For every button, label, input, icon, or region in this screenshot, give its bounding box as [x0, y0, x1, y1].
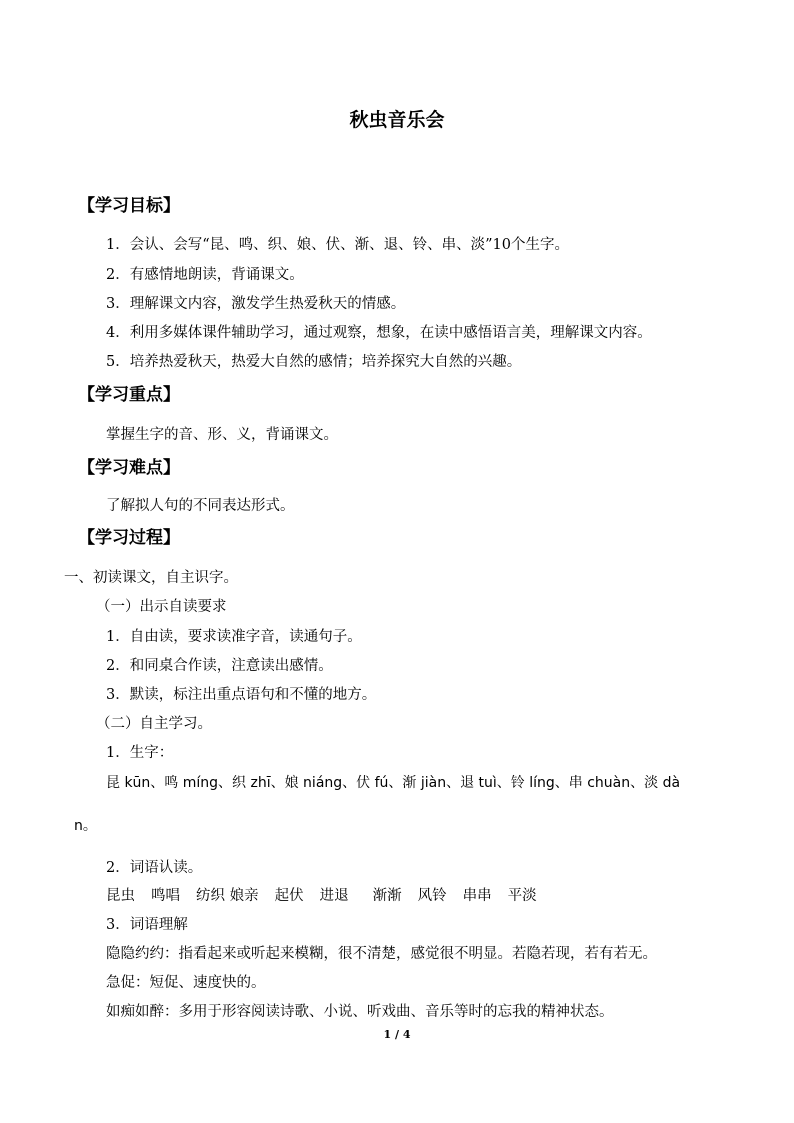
word-list [106, 884, 553, 905]
chars-pinyin-line-continued: n。 [74, 818, 97, 834]
goal-item: 4．利用多媒体课件辅助学习，通过观察，想象，在读中感悟语言美，理解课文内容。 [106, 325, 652, 341]
requirement-item: 1．自由读，要求读准字音，读通句子。 [106, 629, 362, 645]
step-heading: 一、初读课文，自主识字。 [64, 570, 238, 586]
section-heading-difficulty: 【学习难点】 [78, 458, 180, 478]
word-item: 起伏 [274, 888, 304, 904]
sub-heading: （一）出示自读要求 [96, 599, 227, 615]
page-number: 1 / 4 [383, 1028, 411, 1041]
key-text: 掌握生字的音、形、义，背诵课文。 [106, 427, 338, 443]
word-item: 纺织 娘亲 [196, 888, 259, 904]
section-heading-goals: 【学习目标】 [78, 196, 180, 216]
word-item: 鸣唱 [151, 888, 180, 904]
difficulty-text: 了解拟人句的不同表达形式。 [106, 498, 295, 514]
words-label: 2．词语认读。 [106, 860, 203, 876]
word-item: 平淡 [507, 888, 537, 904]
word-item: 串串 [462, 888, 492, 904]
section-heading-key: 【学习重点】 [78, 385, 180, 405]
meaning-item: 急促：短促、速度快的。 [106, 975, 266, 991]
word-item: 昆虫 [106, 888, 135, 904]
page-title: 秋虫音乐会 [349, 109, 445, 131]
requirement-item: 3．默读，标注出重点语句和不懂的地方。 [106, 687, 377, 703]
goal-item: 5．培养热爱秋天，热爱大自然的感情；培养探究大自然的兴趣。 [106, 354, 522, 370]
meaning-item: 如痴如醉：多用于形容阅读诗歌、小说、听戏曲、音乐等时的忘我的精神状态。 [106, 1004, 614, 1020]
word-item: 风铃 [417, 888, 447, 904]
goal-item: 2．有感情地朗读，背诵课文。 [106, 267, 304, 283]
goal-item: 3．理解课文内容，激发学生热爱秋天的情感。 [106, 296, 406, 312]
chars-label: 1．生字： [106, 745, 174, 761]
word-item: 进退 [319, 888, 349, 904]
word-item: 渐渐 [372, 888, 402, 904]
meaning-item: 隐隐约约：指看起来或听起来模糊，很不清楚，感觉很不明显。若隐若现，若有若无。 [106, 946, 657, 962]
sub-heading: （二）自主学习。 [96, 716, 212, 732]
meaning-label: 3．词语理解 [106, 917, 188, 933]
section-heading-process: 【学习过程】 [78, 528, 180, 548]
goal-item: 1．会认、会写“昆、鸣、织、娘、伏、渐、退、铃、串、淡”10个生字。 [106, 237, 569, 253]
requirement-item: 2．和同桌合作读，注意读出感情。 [106, 658, 333, 674]
chars-pinyin-line: 昆 kūn、鸣 míng、织 zhī、娘 niáng、伏 fú、渐 jiàn、退 tuì、铃 líng、串 chuàn、淡 dà [106, 775, 681, 791]
